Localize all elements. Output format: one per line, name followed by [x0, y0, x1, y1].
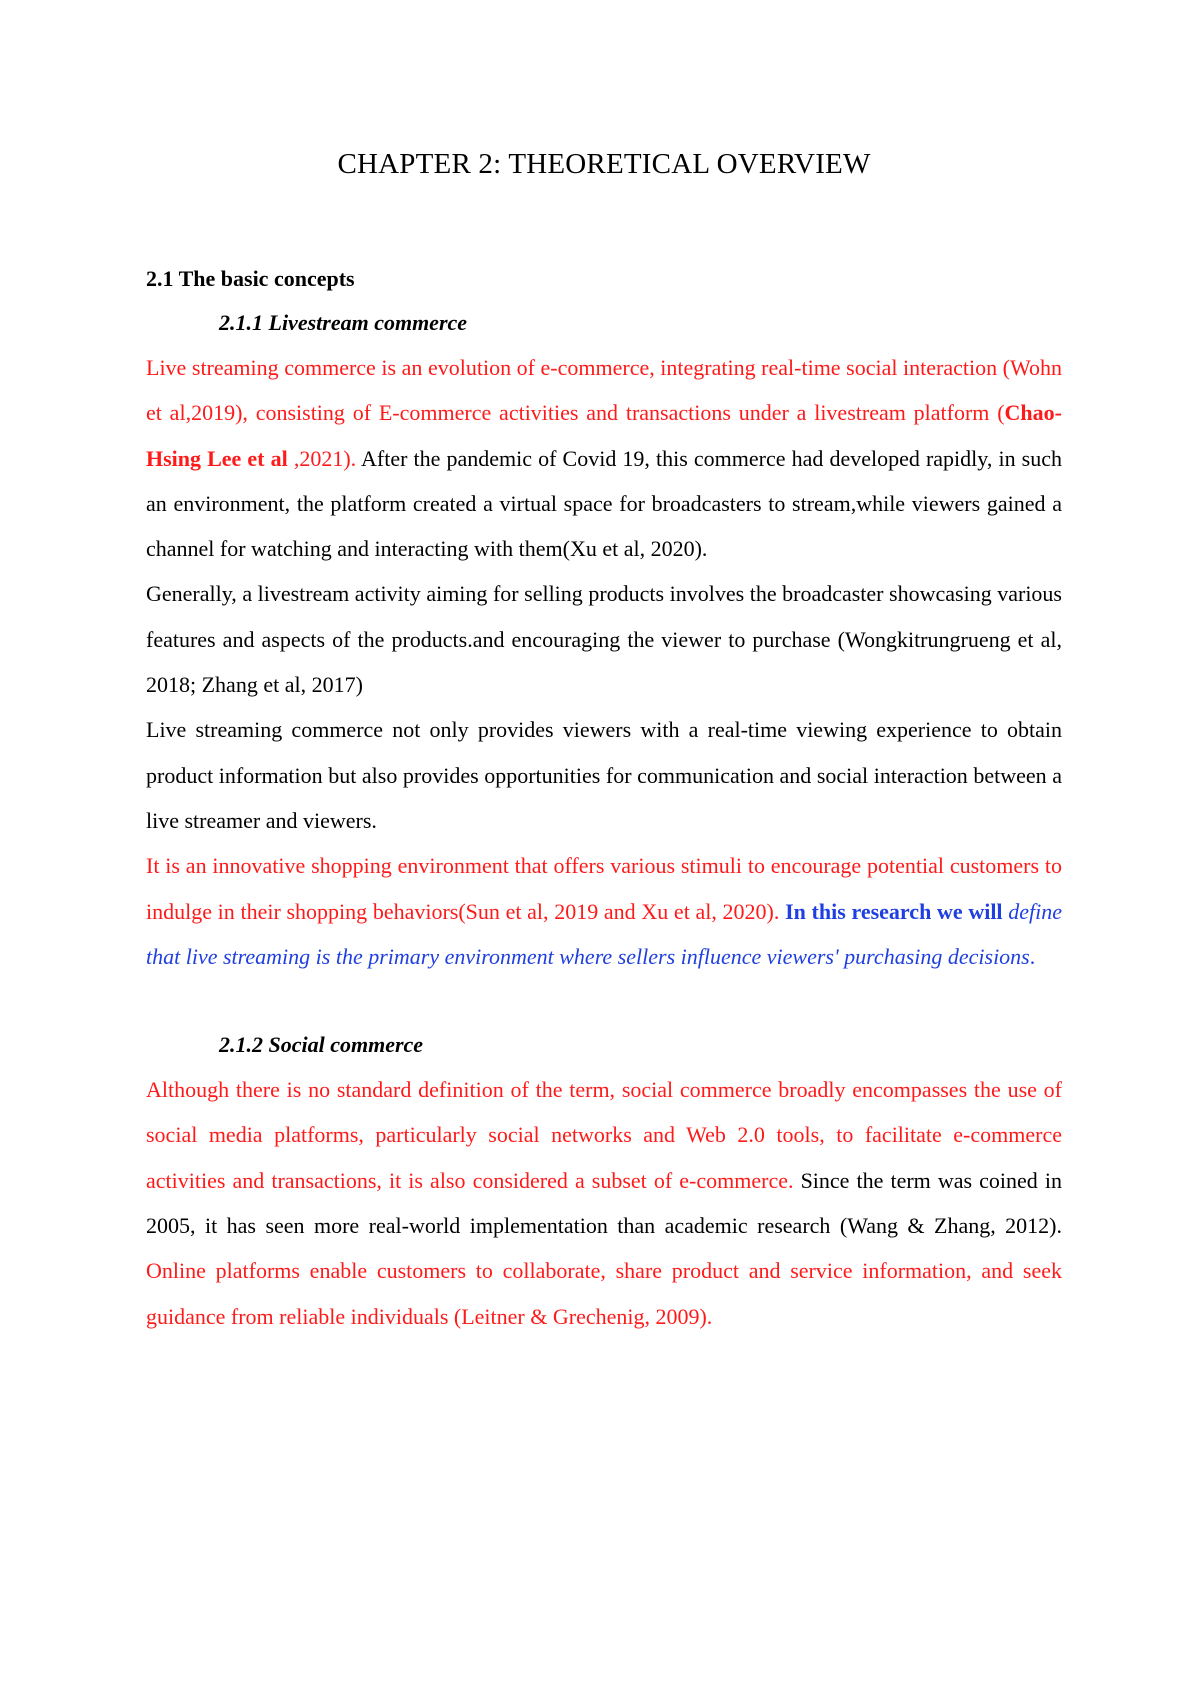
blue-period: .	[1029, 943, 1036, 969]
section-heading-2-1: 2.1 The basic concepts	[146, 266, 355, 291]
paragraph-livestream-definition	[146, 345, 1062, 571]
blue-definition-text: define that live streaming is the primary environment where sellers influence viewers' purchasing decisions	[146, 898, 1063, 969]
body-text: Since the term was coined in 2005, it has seen more real-world implementation than academic research (Wang & Zhang, 2012).	[146, 1167, 1062, 1239]
red-text: Online platforms enable customers to collaborate, share product and service information, and seek guidance from reliable individuals (Leitner & Grechenig, 2009).	[146, 1258, 1062, 1329]
body-text: After the pandemic of Covid 19, this commerce had developed rapidly, in such an environment, the platform created a virtual space for broadcasters to stream,while viewers gained a channel for watching and interacting with them(Xu et al, 2020).	[146, 445, 1062, 562]
blue-emphasis-text: In this research we will	[779, 898, 1009, 924]
paragraph-livestream-environment	[146, 843, 1062, 979]
subsection-heading-2-1-2: 2.1.2 Social commerce	[219, 1032, 424, 1058]
paragraph-social-commerce	[146, 1067, 1062, 1339]
paragraph-livestream-activity: Generally, a livestream activity aiming for selling products involves the broadcaster showcasing various features and aspects of the products.and encouraging the viewer to purchase (Wongkitrungrueng et al, 2018; Zhang et al, 2017)	[146, 581, 1062, 698]
subsection-heading-2-1-1: 2.1.1 Livestream commerce	[219, 310, 468, 335]
red-text: It is an innovative shopping environment that offers various stimuli to encourage potential customers to indulge in their shopping behaviors(Sun et al, 2019 and Xu et al, 2020).	[146, 853, 1062, 924]
red-text: ,2021).	[287, 445, 357, 471]
paragraph-livestream-experience: Live streaming commerce not only provides viewers with a real-time viewing experience to obtain product information but also provides opportunities for communication and social interaction between a live streamer and viewers.	[146, 717, 1062, 833]
red-text: Live streaming commerce is an evolution of e-commerce, integrating real-time social interaction (Wohn et al,2019), consisting of E-commerce activities and transactions under a livestream platform (	[146, 355, 1062, 426]
red-text: Although there is no standard definition of the term, social commerce broadly encompasses the use of social media platforms, particularly social networks and Web 2.0 tools, to facilitate e-commerce activities and transactions, it is also considered a subset of e-commerce.	[146, 1077, 1062, 1193]
chapter-title: CHAPTER 2: THEORETICAL OVERVIEW	[337, 148, 871, 180]
citation-author: Chao-Hsing Lee et al	[146, 400, 1062, 471]
